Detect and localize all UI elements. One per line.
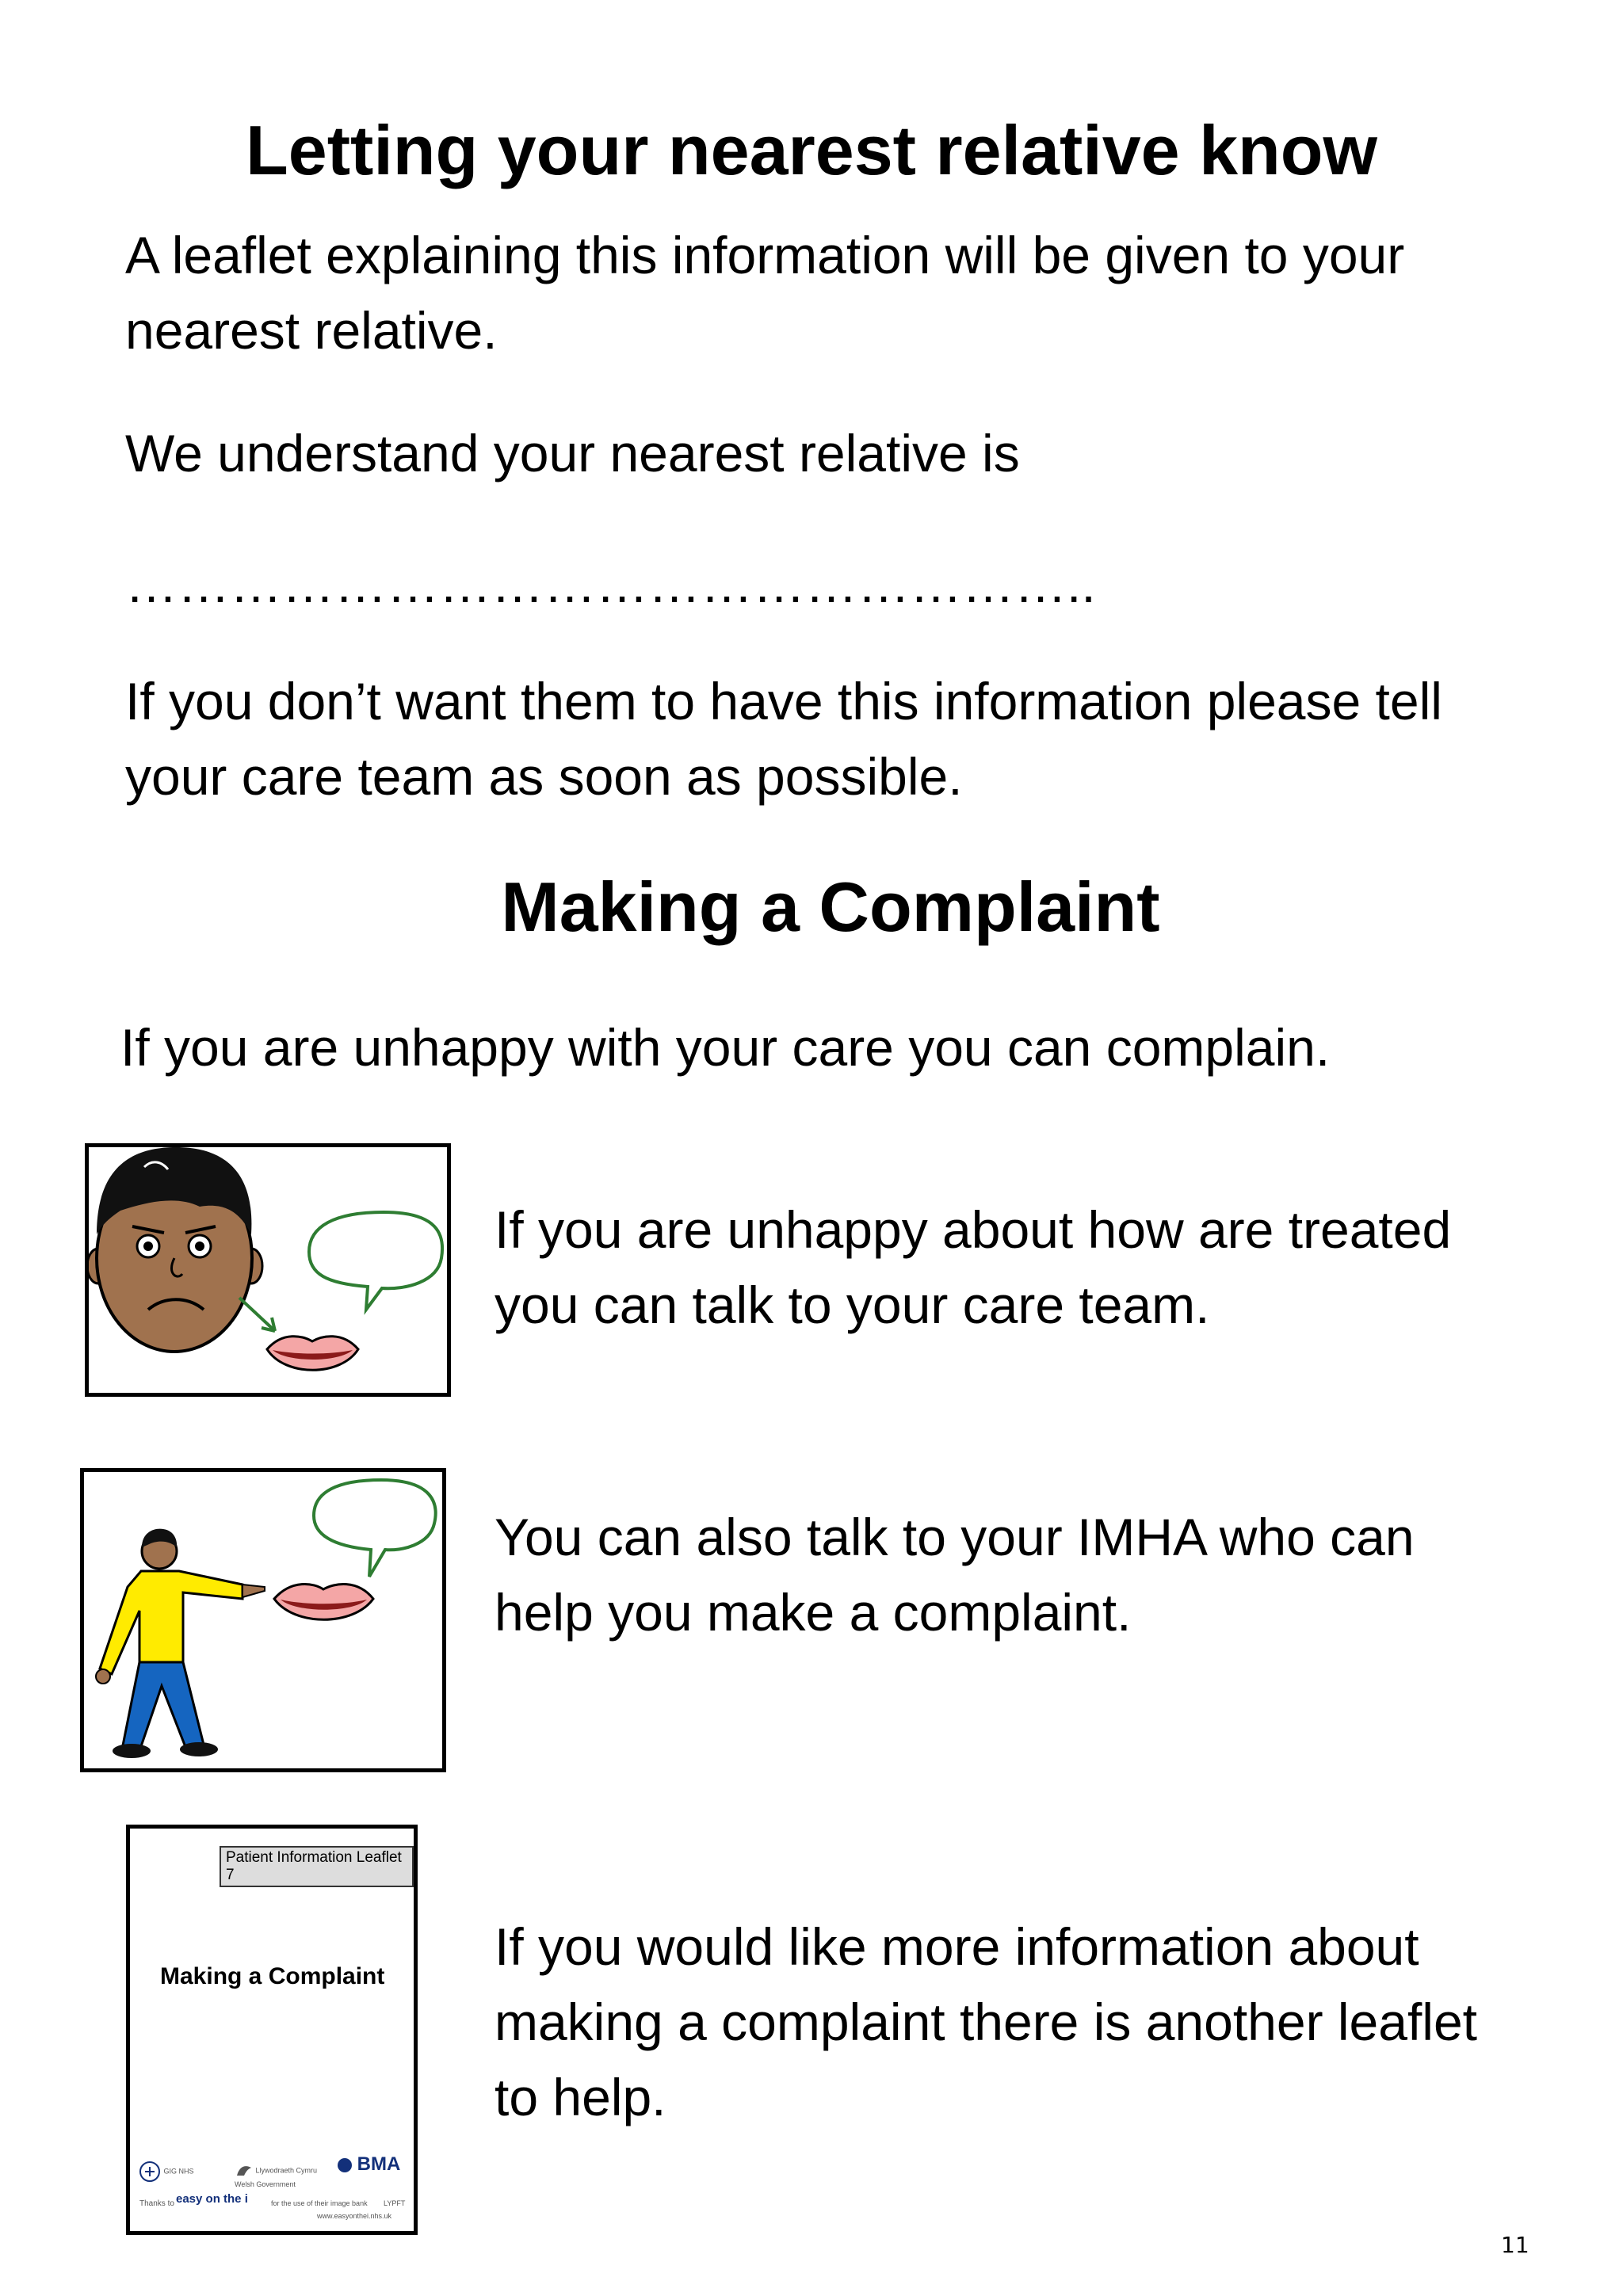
welsh-government-logo: Llywodraeth Cymru Welsh Government (235, 2166, 318, 2188)
speech-bubble-icon (314, 1480, 436, 1577)
nhs-logo: GIG NHS (138, 2160, 217, 2183)
leaflet-label: Patient Information Leaflet 7 (220, 1846, 414, 1887)
leaflet-footer-text: for the use of their image bank (271, 2199, 368, 2207)
sad-face-icon (89, 1147, 262, 1352)
leaflet-thumbnail (126, 1825, 418, 2235)
item3-text-line2: making a complaint there is another leaflet (495, 1993, 1478, 2051)
leaflet-footer-thanks: Thanks to (139, 2199, 174, 2208)
heading-nearest-relative: Letting your nearest relative know (246, 111, 1377, 189)
paragraph-leaflet-explained-1: A leaflet explaining this information will be given to your (125, 226, 1405, 284)
image-sad-face-talking (85, 1143, 451, 1397)
item1-text-line1: If you are unhappy about how are treated (495, 1200, 1452, 1259)
pointing-person-icon (96, 1529, 265, 1758)
item2-text-line1: You can also talk to your IMHA who can (495, 1508, 1415, 1566)
page-number: 11 (1501, 2232, 1529, 2258)
leaflet-footer-org: LYPFT (384, 2199, 406, 2207)
heading-making-complaint: Making a Complaint (501, 868, 1160, 946)
paragraph-unhappy-complain: If you are unhappy with your care you can complain. (120, 1018, 1331, 1077)
easy-on-the-i-logo: easy on the i (176, 2192, 248, 2206)
paragraph-leaflet-explained-2: nearest relative. (125, 301, 498, 360)
leaflet-title: Making a Complaint (160, 1963, 385, 1989)
lips-icon (274, 1584, 373, 1619)
item3-text-line1: If you would like more information about (495, 1917, 1419, 1976)
bma-logo: BMA (338, 2153, 400, 2176)
item2-text-line2: help you make a complaint. (495, 1583, 1132, 1642)
item3-text-line3: to help. (495, 2068, 666, 2126)
image-person-pointing-lips (80, 1468, 446, 1772)
paragraph-dont-want-info-2: your care team as soon as possible. (125, 747, 963, 806)
leaflet-footer-url: www.easyonthei.nhs.uk (317, 2212, 392, 2220)
lips-icon (267, 1337, 358, 1371)
paragraph-nearest-relative-is: We understand your nearest relative is (125, 424, 1020, 482)
speech-bubble-icon (309, 1212, 442, 1310)
paragraph-dont-want-info-1: If you don’t want them to have this information please tell (125, 672, 1442, 730)
item1-text-line2: you can talk to your care team. (495, 1276, 1210, 1334)
blank-line-nearest-relative: ……………………………………………….. (125, 555, 1096, 613)
